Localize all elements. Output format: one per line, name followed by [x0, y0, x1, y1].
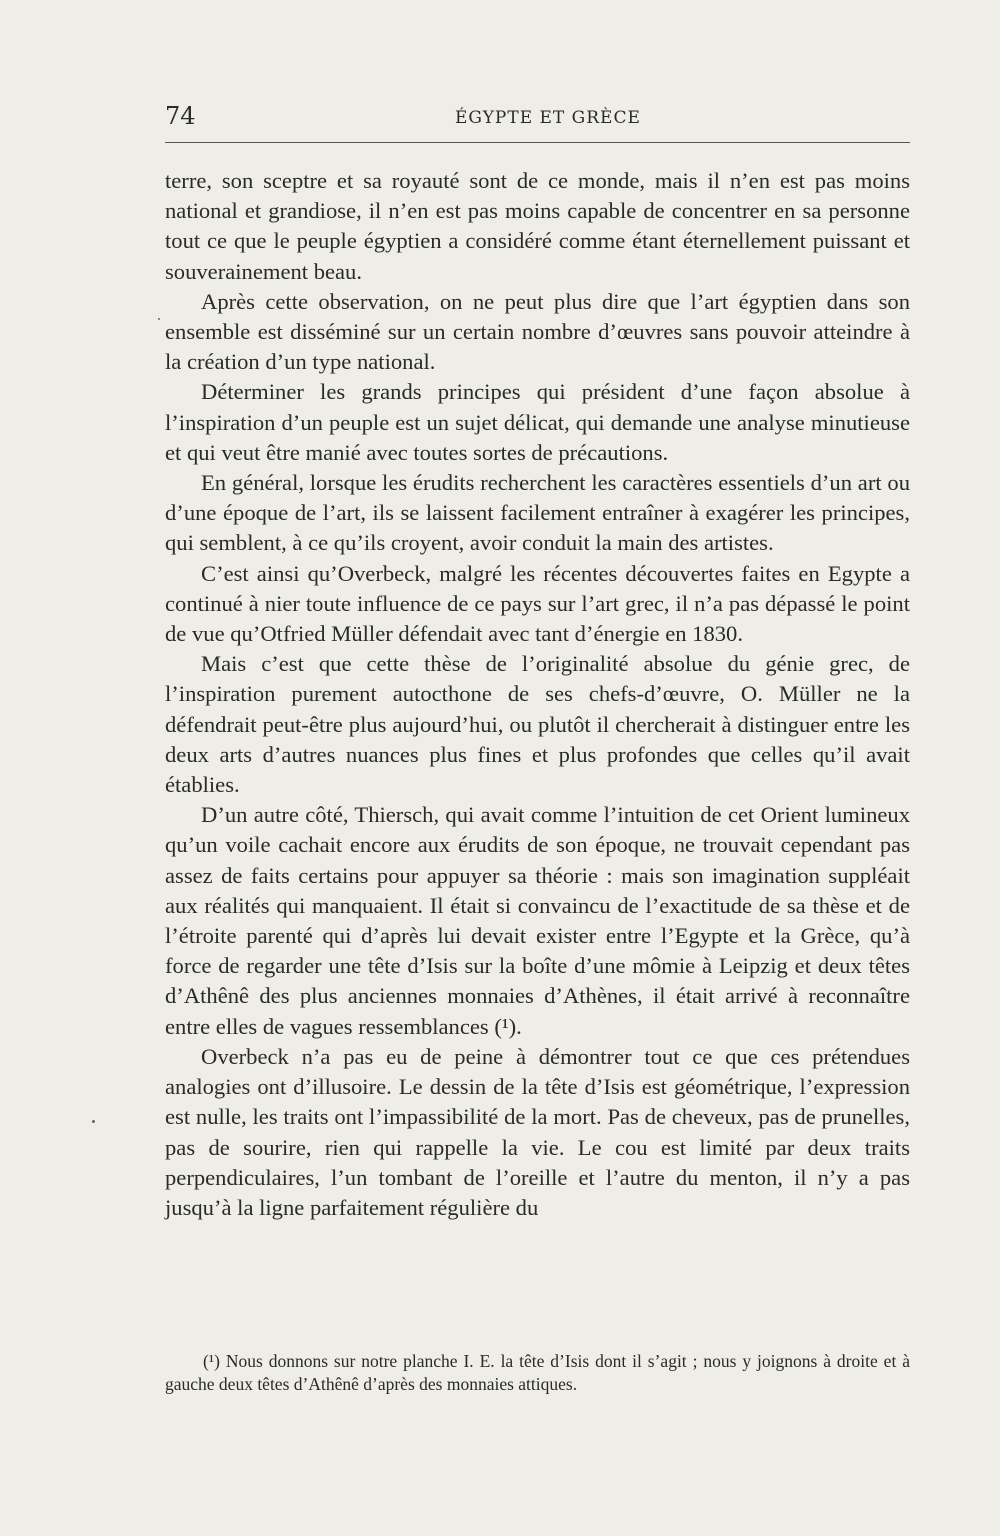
running-header: [165, 100, 910, 134]
footnote: [165, 1350, 910, 1396]
paragraph: Mais c’est que cette thèse de l’originalité absolue du génie grec, de l’inspiration purement autocthone de ses chefs-d’œuvre, O. Müller ne la défendrait peut-être plus aujourd’hui, ou plutôt il chercherait à distinguer entre les deux arts d’autres nuances plus fines et plus profondes que celles qu’il avait établies.: [165, 651, 910, 798]
paragraph: Overbeck n’a pas eu de peine à démontrer tout ce que ces prétendues analogies ont d’illusoire. Le dessin de la tête d’Isis est géométrique, l’expression est nulle, les traits ont l’impassibilité de la mort. Pas de cheveux, pas de prunelles, pas de sourire, rien qui rappelle la vie. Le cou est limité par deux traits perpendiculaires, l’un tombant de l’oreille et l’autre du menton, il n’y a pas jusqu’à la ligne parfaitement régulière du: [165, 1043, 910, 1220]
ink-speck: [92, 1120, 95, 1123]
body-text: [165, 166, 910, 1223]
paragraph: Après cette observation, on ne peut plus dire que l’art égyptien dans son ensemble est disséminé sur un certain nombre d’œuvres sans pouvoir atteindre à la création d’un type national.: [165, 288, 910, 375]
ink-speck: [158, 318, 160, 320]
running-title: ÉGYPTE ET GRÈCE: [455, 108, 641, 128]
paragraph: C’est ainsi qu’Overbeck, malgré les récentes découvertes faites en Egypte a continué à nier toute influence de ce pays sur l’art grec, il n’a pas dépassé le point de vue qu’Otfried Müller défendait avec tant d’énergie en 1830.: [165, 560, 910, 647]
header-rule: [165, 142, 910, 143]
paragraph: Déterminer les grands principes qui président d’une façon absolue à l’inspiration d’un peuple est un sujet délicat, qui demande une analyse minutieuse et qui veut être manié avec toutes sortes de précautions.: [165, 379, 910, 465]
paragraph: terre, son sceptre et sa royauté sont de ce monde, mais il n’en est pas moins national et grandiose, il n’en est pas moins capable de concentrer en sa personne tout ce que le peuple égyptien a considéré comme étant éternellement puissant et souverainement beau.: [165, 168, 910, 284]
page-number: 74: [165, 102, 196, 130]
paragraph: D’un autre côté, Thiersch, qui avait comme l’intuition de cet Orient lumineux qu’un voile cachait encore aux érudits de son époque, ne trouvait cependant pas assez de faits certains pour appuyer sa théorie : mais son imagination suppléait aux réalités qui manquaient. Il était si convaincu de l’exactitude de sa thèse et de l’étroite parenté qui d’après lui devait exister entre l’Egypte et la Grèce, qu’à force de regarder une tête d’Isis sur la boîte d’une mômie à Leipzig et deux têtes d’Athênê des plus anciennes monnaies d’Athènes, il était arrivé à reconnaître entre elles de vagues ressemblances (¹).: [165, 802, 910, 1039]
paragraph: En général, lorsque les érudits recherchent les caractères essentiels d’un art ou d’une époque de l’art, ils se laissent facilement entraîner à exagérer les principes, qui semblent, à ce qu’ils croyent, avoir conduit la main des artistes.: [165, 470, 910, 556]
footnote-text: (¹) Nous donnons sur notre planche I. E. la tête d’Isis dont il s’agit ; nous y joignons à droite et à gauche deux têtes d’Athênê d’après des monnaies attiques.: [165, 1351, 910, 1394]
